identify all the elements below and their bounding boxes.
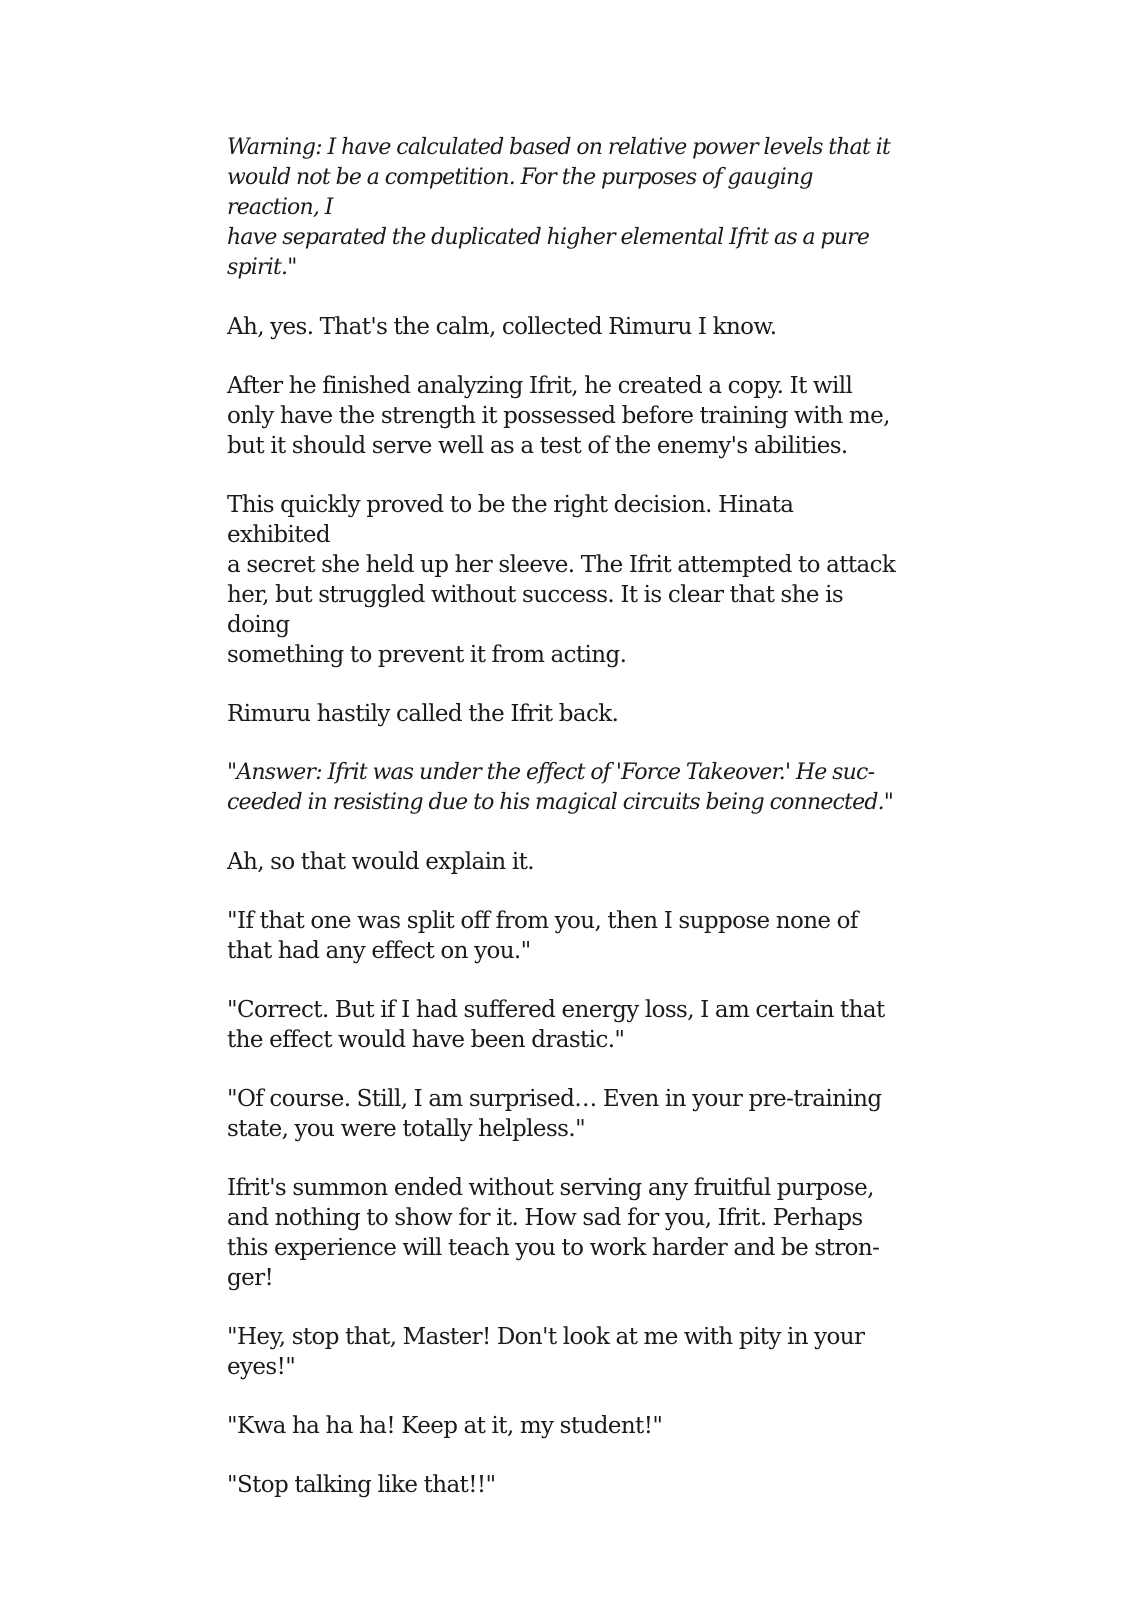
paragraph-summon-ended [227,1173,897,1293]
text-line: "Correct. But if I had suffered energy loss, I am certain that [227,997,885,1023]
paragraph-calm-rimuru [227,312,897,342]
text-line: "Answer: Ifrit was under the effect of 'Force Takeover.' He suc- [227,760,875,785]
text-line: Ah, yes. That's the calm, collected Rimuru I know. [227,314,777,340]
text-line: the effect would have been drastic." [227,1027,625,1053]
paragraph-warning [227,133,897,283]
paragraph-stop-talking [227,1470,897,1500]
text-line: "Of course. Still, I am surprised… Even in your pre-training [227,1086,882,1112]
paragraph-answer [227,758,897,818]
text-line: only have the strength it possessed before training with me, [227,403,890,429]
text-line: state, you were totally helpless." [227,1116,586,1142]
text-line: "Kwa ha ha ha! Keep at it, my student!" [227,1413,663,1439]
text-line: a secret she held up her sleeve. The Ifrit attempted to attack [227,552,896,578]
text-line: "Stop talking like that!!" [227,1472,496,1498]
text-line: have separated the duplicated higher elemental Ifrit as a pure spirit." [227,225,870,280]
paragraph-of-course [227,1084,897,1144]
text-line: "Hey, stop that, Master! Don't look at me with pity in your [227,1324,865,1350]
text-line: Ifrit's summon ended without serving any fruitful purpose, [227,1175,874,1201]
paragraph-correct [227,995,897,1055]
paragraph-stop-that [227,1322,897,1382]
text-line: and nothing to show for it. How sad for you, Ifrit. Perhaps [227,1205,863,1231]
text-line: ger! [227,1265,274,1291]
text-line: would not be a competition. For the purposes of gauging reaction, I [227,165,813,220]
text-line: her, but struggled without success. It is clear that she is doing [227,582,844,638]
text-line: that had any effect on you." [227,938,531,964]
paragraph-analysis [227,371,897,461]
text-line: This quickly proved to be the right decision. Hinata exhibited [227,492,794,548]
text-line: Rimuru hastily called the Ifrit back. [227,701,619,727]
text-line: this experience will teach you to work harder and be stron- [227,1235,880,1261]
paragraph-explain [227,847,897,877]
text-line: but it should serve well as a test of the enemy's abilities. [227,433,848,459]
text-line: Ah, so that would explain it. [227,849,534,875]
text-line: something to prevent it from acting. [227,642,627,668]
paragraph-decision [227,490,897,670]
text-line: eyes!" [227,1354,296,1380]
text-line: After he finished analyzing Ifrit, he created a copy. It will [227,373,853,399]
paragraph-kwa-ha-ha [227,1411,897,1441]
paragraph-split-off [227,906,897,966]
text-line: ceeded in resisting due to his magical circuits being connected." [227,790,894,815]
paragraph-recall [227,699,897,729]
text-line: "If that one was split off from you, then I suppose none of [227,908,858,934]
text-line: Warning: I have calculated based on relative power levels that it [227,135,891,160]
body-text [227,133,897,1500]
